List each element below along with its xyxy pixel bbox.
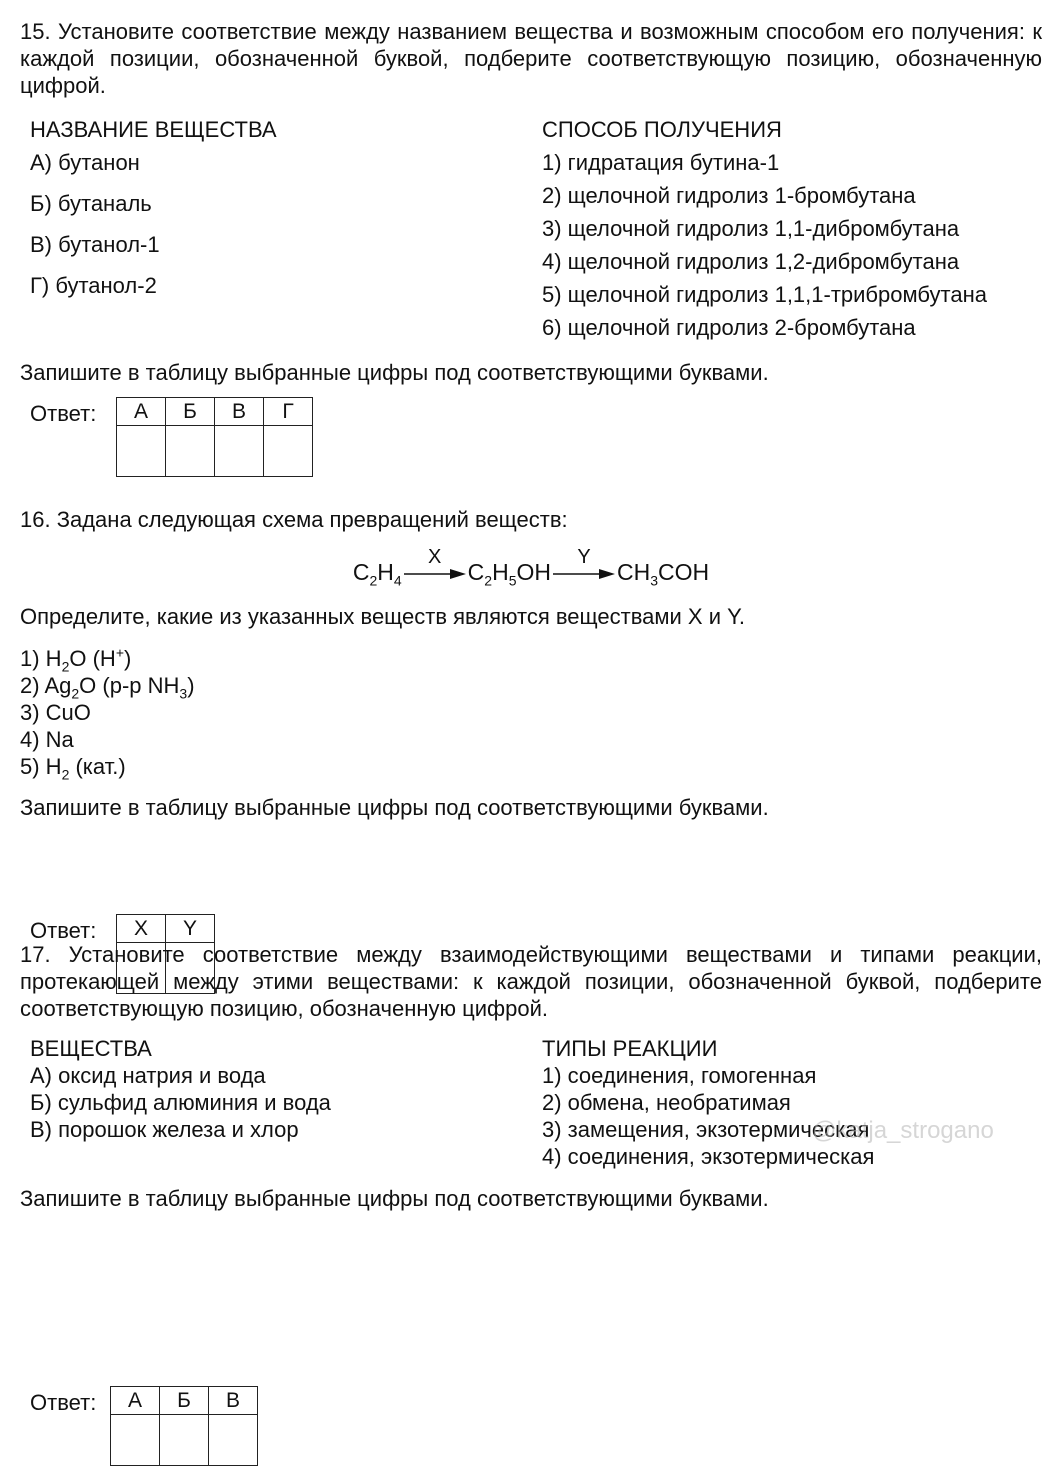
question-15-text: 15. Установите соответствие между названием вещества и возможным способом его получения: к каждой позиции, обозначенной буквой, подберите соответствующую позицию, обозначенную цифрой. <box>20 19 1042 98</box>
question-16-prompt: Определите, какие из указанных веществ являются веществами X и Y. <box>20 604 746 629</box>
answer-col-header: А <box>111 1387 160 1415</box>
question-16-instruction-block <box>20 794 1042 821</box>
list-item: 3) замещения, экзотермическая <box>542 1117 870 1142</box>
question-17 <box>20 941 1042 1022</box>
reaction-types-heading: ТИПЫ РЕАКЦИИ <box>542 1036 718 1061</box>
list-item: Б) бутаналь <box>30 191 152 216</box>
instruction-text: Запишите в таблицу выбранные цифры под соответствующими буквами. <box>20 795 769 820</box>
answer-label: Ответ: <box>30 1390 97 1415</box>
list-item: Г) бутанол-2 <box>30 273 157 298</box>
question-15-answer <box>20 397 1062 479</box>
question-16-options <box>20 644 1042 783</box>
question-17-answer <box>20 1386 1062 1468</box>
list-item: 2) $Ag_2O$ (р-р $NH_3$) <box>20 673 195 702</box>
question-15 <box>20 18 1042 99</box>
list-item: 4) соединения, экзотермическая <box>542 1144 875 1169</box>
list-item: А) оксид натрия и вода <box>30 1063 266 1088</box>
list-item: 3) щелочной гидролиз 1,1-дибромбутана <box>542 216 960 241</box>
substances-heading: ВЕЩЕСТВА <box>30 1036 152 1061</box>
substance-c2h5oh: $C_2H_5OH$ <box>467 559 552 589</box>
substance-name-column <box>30 116 277 299</box>
answer-table <box>116 397 313 477</box>
list-item: В) порошок железа и хлор <box>30 1117 299 1142</box>
list-item: 6) щелочной гидролиз 2-бромбутана <box>542 315 916 340</box>
answer-col-header: В <box>209 1387 258 1415</box>
arrow-label-x: X <box>428 545 442 568</box>
substance-c2h4: $C_2H_4$ <box>352 559 402 589</box>
instruction-text: Запишите в таблицу выбранные цифры под соответствующими буквами. <box>20 1186 769 1211</box>
answer-label: Ответ: <box>30 401 97 426</box>
question-15-instruction-block <box>20 359 1042 386</box>
watermark: @katja_strogano <box>812 1117 994 1144</box>
list-item: А) бутанон <box>30 150 140 175</box>
answer-table <box>110 1386 258 1466</box>
answer-col-header: Б <box>160 1387 209 1415</box>
answer-cell[interactable] <box>209 1415 258 1466</box>
instruction-text: Запишите в таблицу выбранные цифры под соответствующими буквами. <box>20 360 769 385</box>
list-item: 5) $H_2$ (кат.) <box>20 754 126 783</box>
answer-cell[interactable] <box>215 426 264 477</box>
answer-col-header: Y <box>166 915 215 943</box>
substance-ch3coh: $CH_3COH$ <box>617 559 710 589</box>
list-item: 1) $H_2O$ (H+) <box>20 644 132 675</box>
question-15-columns <box>20 116 1042 346</box>
right-arrow-icon <box>404 568 466 580</box>
answer-cell[interactable] <box>166 426 215 477</box>
list-item: 4) Na <box>20 727 74 752</box>
question-16 <box>20 506 1042 533</box>
reaction-scheme <box>0 545 1062 589</box>
question-16-text: 16. Задана следующая схема превращений веществ: <box>20 507 568 532</box>
arrow-y <box>553 545 615 584</box>
answer-cell[interactable] <box>111 1415 160 1466</box>
method-column <box>542 116 987 341</box>
answer-label: Ответ: <box>30 918 97 943</box>
answer-col-header: А <box>117 398 166 426</box>
list-item: 1) соединения, гомогенная <box>542 1063 817 1088</box>
answer-col-header: Б <box>166 398 215 426</box>
list-item: 1) гидратация бутина-1 <box>542 150 780 175</box>
answer-cell[interactable] <box>160 1415 209 1466</box>
question-17-text: 17. Установите соответствие между взаимодействующими веществами и типами реакции, протекающей между этими веществами: к каждой позиции, обозначенной буквой, подберите соответствующую позицию, обозначенную цифрой. <box>20 942 1042 1021</box>
list-item: 2) щелочной гидролиз 1-бромбутана <box>542 183 916 208</box>
list-item: 3) CuO <box>20 700 91 725</box>
list-item: 2) обмена, необратимая <box>542 1090 791 1115</box>
list-item: В) бутанол-1 <box>30 232 160 257</box>
arrow-label-y: Y <box>577 545 591 568</box>
list-item: 4) щелочной гидролиз 1,2-дибромбутана <box>542 249 960 274</box>
list-item: Б) сульфид алюминия и вода <box>30 1090 331 1115</box>
answer-col-header: Г <box>264 398 313 426</box>
list-item: 5) щелочной гидролиз 1,1,1-трибромбутана <box>542 282 987 307</box>
question-16-question <box>20 603 1042 630</box>
question-17-columns <box>20 1035 1042 1175</box>
answer-cell[interactable] <box>264 426 313 477</box>
question-17-instruction-block <box>20 1185 1042 1212</box>
arrow-x <box>404 545 466 584</box>
method-heading: СПОСОБ ПОЛУЧЕНИЯ <box>542 117 782 142</box>
substances-column <box>30 1035 331 1143</box>
answer-col-header: X <box>117 915 166 943</box>
substance-name-heading: НАЗВАНИЕ ВЕЩЕСТВА <box>30 117 277 142</box>
reaction-types-column <box>542 1035 874 1170</box>
answer-col-header: В <box>215 398 264 426</box>
answer-cell[interactable] <box>117 426 166 477</box>
right-arrow-icon <box>553 568 615 580</box>
